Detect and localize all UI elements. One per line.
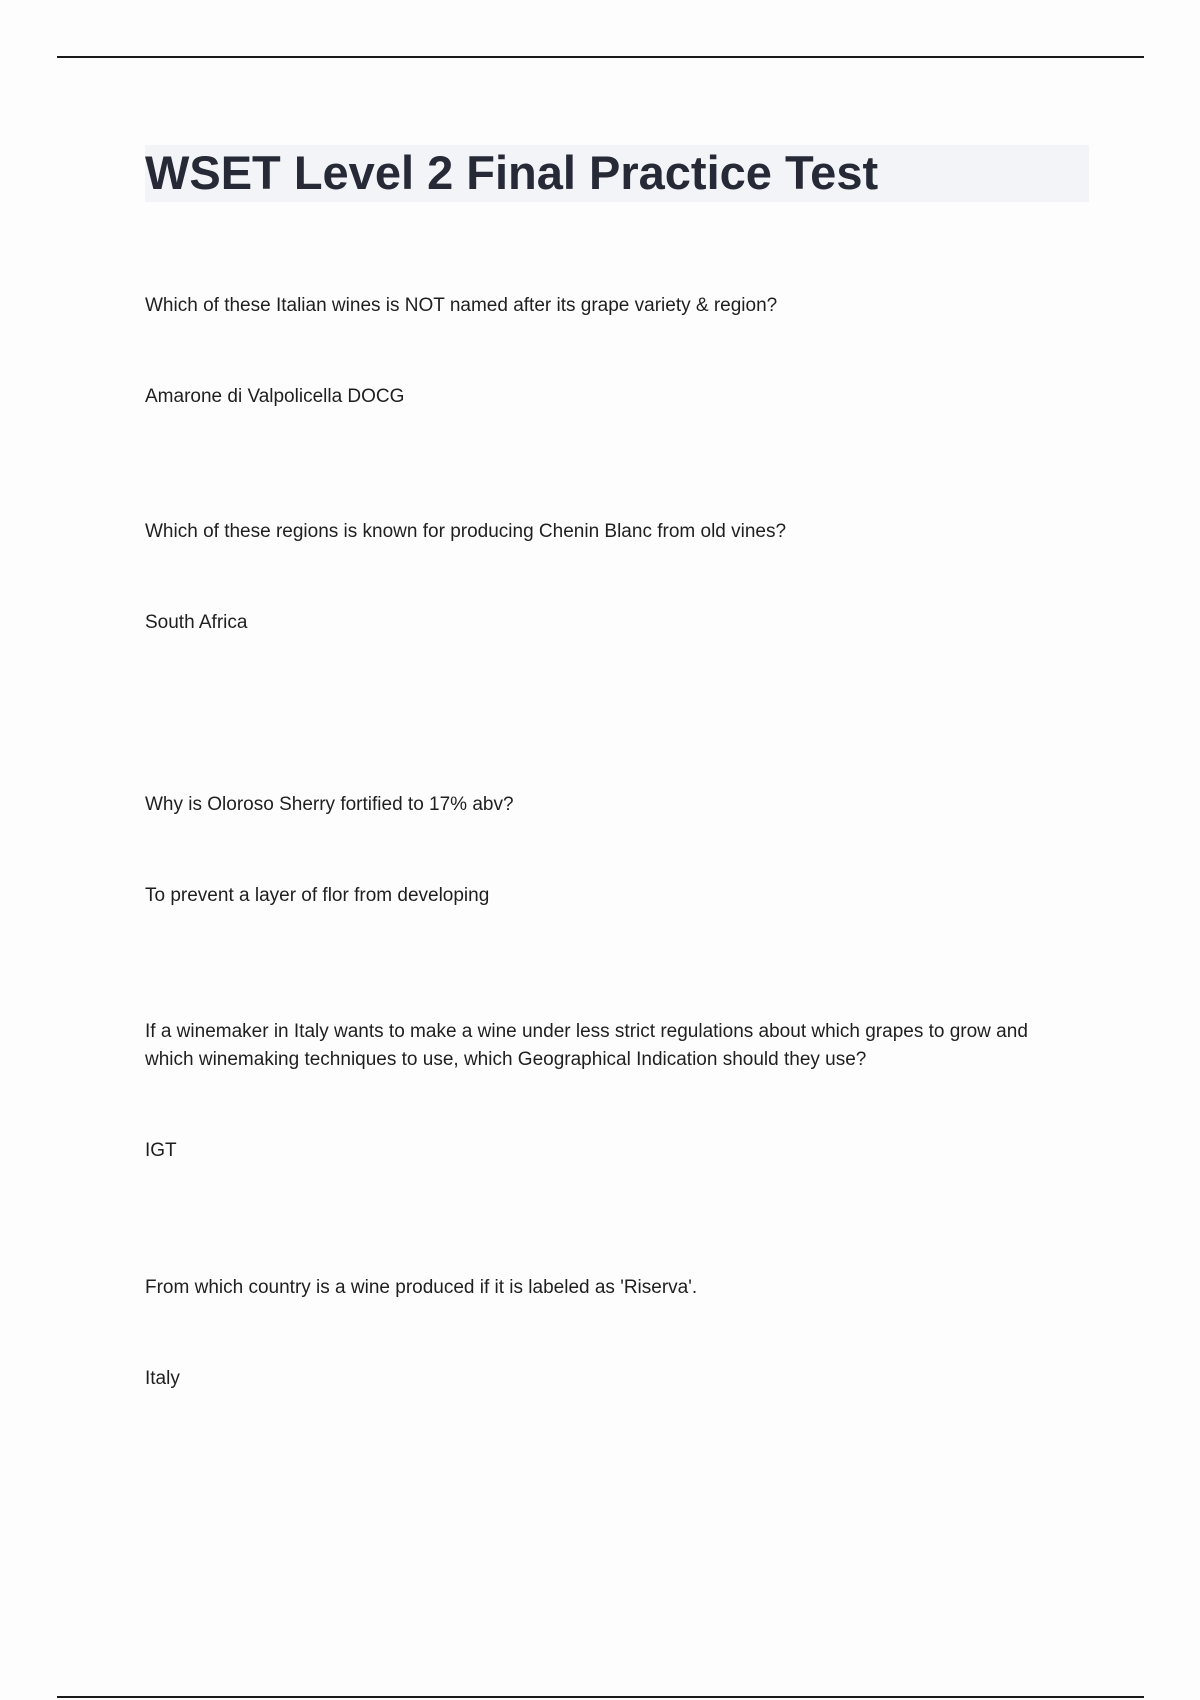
question-2: Which of these regions is known for producing Chenin Blanc from old vines? bbox=[145, 521, 787, 542]
page-top-rule bbox=[57, 56, 1144, 58]
answer-4: IGT bbox=[145, 1140, 177, 1161]
question-3: Why is Oloroso Sherry fortified to 17% abv? bbox=[145, 794, 514, 815]
answer-5: Italy bbox=[145, 1368, 180, 1389]
page-title: WSET Level 2 Final Practice Test bbox=[145, 146, 879, 199]
answer-1: Amarone di Valpolicella DOCG bbox=[145, 386, 405, 407]
answer-3: To prevent a layer of flor from developing bbox=[145, 885, 490, 906]
page-bottom-rule bbox=[57, 1696, 1144, 1698]
question-1: Which of these Italian wines is NOT named after its grape variety & region? bbox=[145, 295, 778, 316]
answer-2: South Africa bbox=[145, 612, 248, 633]
question-4: If a winemaker in Italy wants to make a wine under less strict regulations about which grapes to grow and which winemaking techniques to use, which Geographical Indication should they use? bbox=[145, 1021, 1028, 1070]
question-5: From which country is a wine produced if it is labeled as 'Riserva'. bbox=[145, 1277, 698, 1298]
